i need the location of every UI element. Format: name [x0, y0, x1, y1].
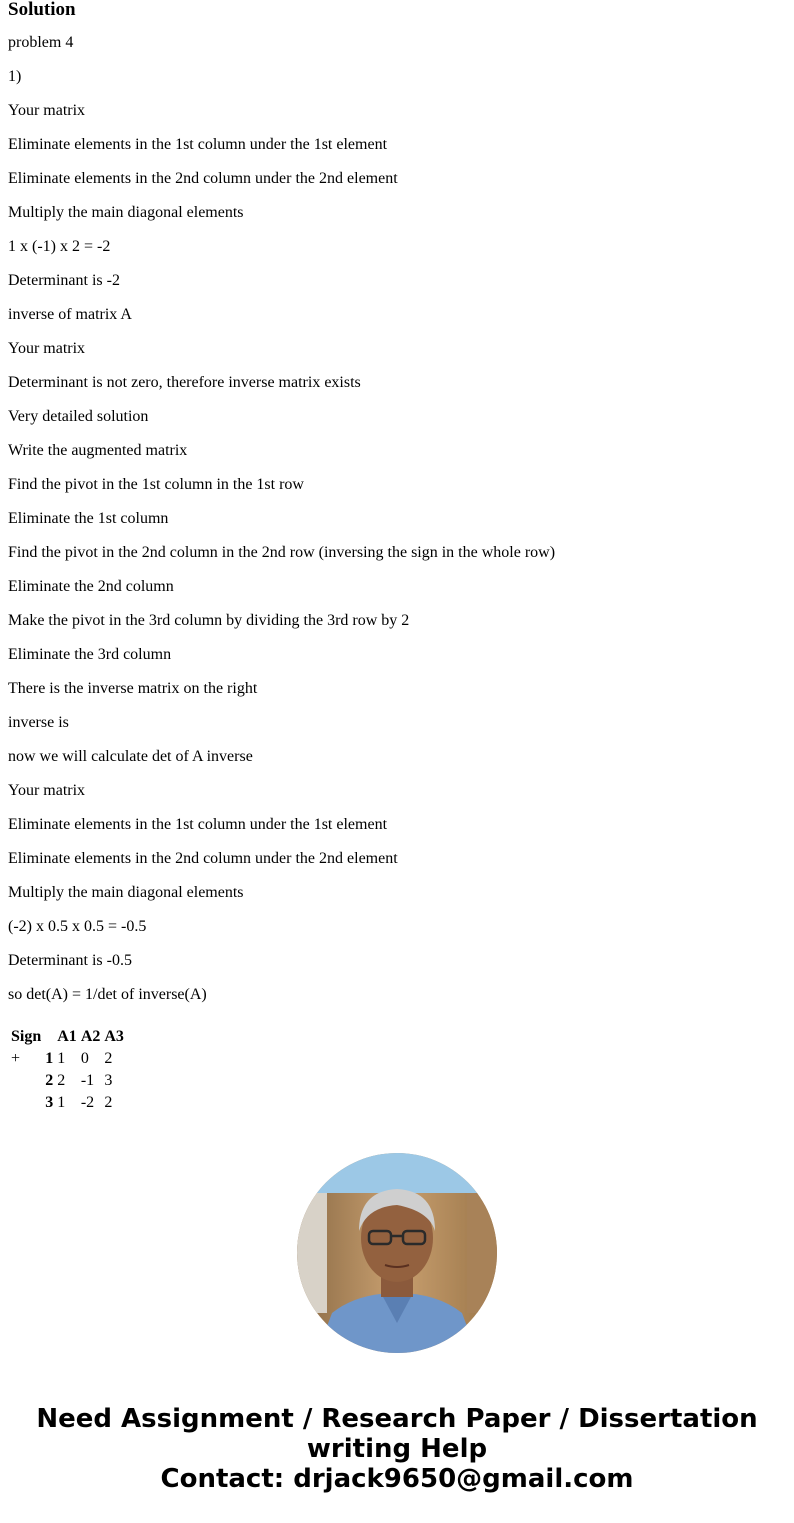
- solution-line: 1 x (-1) x 2 = -2: [8, 238, 111, 255]
- solution-line: Eliminate elements in the 1st column under the 1st element: [8, 136, 388, 153]
- solution-line: problem 4: [8, 34, 74, 51]
- table-cell: -2: [80, 1094, 95, 1111]
- table-cell: 2: [104, 1094, 113, 1111]
- author-avatar: [297, 1153, 497, 1353]
- table-cell: -1: [80, 1072, 95, 1089]
- solution-line: Eliminate elements in the 2nd column under the 2nd element: [8, 170, 398, 187]
- solution-line: 1): [8, 68, 22, 85]
- table-cell: 1: [57, 1094, 66, 1111]
- solution-line: inverse of matrix A: [8, 306, 132, 323]
- solution-line: inverse is: [8, 714, 69, 731]
- table-cell: 0: [80, 1050, 89, 1067]
- table-cell: [10, 1093, 42, 1113]
- table-cell: 3: [104, 1072, 113, 1089]
- table-cell: +: [11, 1050, 21, 1067]
- solution-line: Your matrix: [8, 340, 86, 357]
- table-header-cell: [44, 1027, 54, 1047]
- matrix-table: [8, 1025, 127, 1115]
- solution-line: Make the pivot in the 3rd column by dividing the 3rd row by 2: [8, 612, 410, 629]
- table-cell: [10, 1071, 42, 1091]
- solution-line: Eliminate the 3rd column: [8, 646, 172, 663]
- table-cell: 2: [57, 1072, 66, 1089]
- solution-line: Eliminate the 2nd column: [8, 578, 174, 595]
- contact-banner: [0, 1404, 794, 1494]
- solution-line: Eliminate elements in the 1st column under the 1st element: [8, 816, 388, 833]
- solution-heading: Solution: [8, 0, 76, 20]
- solution-line: Multiply the main diagonal elements: [8, 204, 244, 221]
- solution-line: Write the augmented matrix: [8, 442, 188, 459]
- table-row: [10, 1071, 125, 1091]
- table-row: [10, 1093, 125, 1113]
- document-body: [8, 0, 788, 1015]
- banner-contact-line: Contact: drjack9650@gmail.com: [160, 1464, 634, 1494]
- solution-line: Multiply the main diagonal elements: [8, 884, 244, 901]
- solution-line: so det(A) = 1/det of inverse(A): [8, 986, 207, 1003]
- solution-line: Determinant is -2: [8, 272, 120, 289]
- solution-line: Find the pivot in the 2nd column in the 2nd row (inversing the sign in the whole row): [8, 544, 556, 561]
- solution-line: Your matrix: [8, 102, 86, 119]
- solution-line: Eliminate the 1st column: [8, 510, 169, 527]
- table-header-cell: A2: [80, 1028, 101, 1045]
- table-header-row: [10, 1027, 125, 1047]
- solution-line: Eliminate elements in the 2nd column under the 2nd element: [8, 850, 398, 867]
- table-header-cell: A3: [104, 1028, 124, 1045]
- banner-line: Need Assignment / Research Paper / Dissertation: [36, 1404, 758, 1434]
- solution-line: Your matrix: [8, 782, 86, 799]
- solution-line: (-2) x 0.5 x 0.5 = -0.5: [8, 918, 147, 935]
- table-cell: 1: [45, 1050, 54, 1067]
- solution-line: Determinant is -0.5: [8, 952, 132, 969]
- solution-line: Very detailed solution: [8, 408, 149, 425]
- solution-line: now we will calculate det of A inverse: [8, 748, 253, 765]
- solution-line: Find the pivot in the 1st column in the 1st row: [8, 476, 304, 493]
- table-cell: 1: [57, 1050, 66, 1067]
- author-photo-icon: [297, 1153, 497, 1353]
- table-row: [10, 1049, 125, 1069]
- solution-lines: [8, 29, 788, 1015]
- table-header-cell: Sign: [11, 1028, 42, 1045]
- table-cell: 3: [45, 1094, 54, 1111]
- table-header-cell: A1: [57, 1028, 77, 1045]
- table-cell: 2: [45, 1072, 54, 1089]
- banner-line: writing Help: [306, 1434, 488, 1464]
- solution-line: There is the inverse matrix on the right: [8, 680, 258, 697]
- table-cell: 2: [104, 1050, 113, 1067]
- solution-line: Determinant is not zero, therefore inverse matrix exists: [8, 374, 361, 391]
